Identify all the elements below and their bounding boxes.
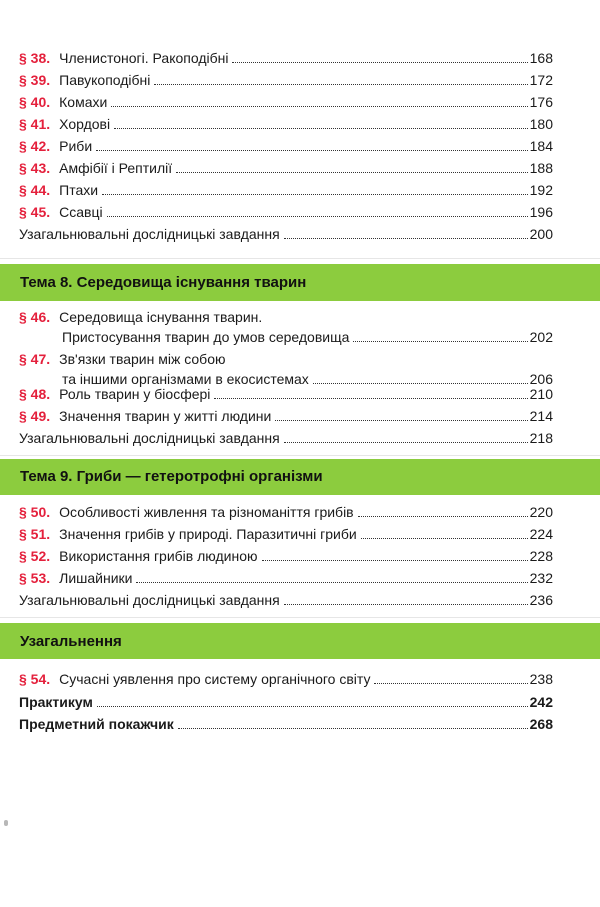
toc-index-entry[interactable]: [19, 714, 553, 734]
dot-leader: [136, 582, 527, 583]
page-number: 196: [529, 204, 553, 220]
dot-leader: [107, 216, 528, 217]
section-number: § 51.: [19, 526, 51, 542]
entry-title: Практикум: [19, 694, 93, 710]
entry-title: Особливості живлення та різноманіття грибів: [59, 504, 354, 520]
toc-entry[interactable]: [19, 70, 553, 90]
toc-summary-entry[interactable]: [19, 224, 553, 244]
page-number: 206: [529, 371, 553, 387]
entry-title: Узагальнювальні дослідницькі завдання: [19, 226, 280, 242]
section-number: § 38.: [19, 50, 51, 66]
dot-leader: [374, 683, 527, 684]
dot-leader: [111, 106, 527, 107]
page-number: 202: [529, 329, 553, 345]
entry-title: Хордові: [59, 116, 111, 132]
section-number: § 44.: [19, 182, 51, 198]
toc-entry[interactable]: [19, 307, 553, 347]
entry-title: Узагальнювальні дослідницькі завдання: [19, 430, 280, 446]
page-number: 220: [529, 504, 553, 520]
toc-entry[interactable]: [19, 406, 553, 426]
entry-title: Сучасні уявлення про систему органічного світу: [59, 671, 371, 687]
topic-title: Тема 9. Гриби — гетеротрофні організми: [20, 468, 323, 485]
entry-title: Риби: [59, 138, 93, 154]
divider: [0, 455, 600, 456]
scan-smudge: [4, 820, 8, 826]
entry-title: Предметний покажчик: [19, 716, 174, 732]
dot-leader: [284, 604, 528, 605]
page-number: 232: [529, 570, 553, 586]
toc-entry[interactable]: [19, 349, 553, 389]
page-number: 180: [529, 116, 553, 132]
divider: [0, 617, 600, 618]
toc-entry[interactable]: [19, 48, 553, 68]
toc-entry[interactable]: [19, 114, 553, 134]
section-number: § 46.: [19, 309, 51, 325]
entry-title: Амфібії і Рептилії: [59, 160, 173, 176]
section-number: § 45.: [19, 204, 51, 220]
section-number: § 43.: [19, 160, 51, 176]
section-number: § 41.: [19, 116, 51, 132]
dot-leader: [284, 442, 528, 443]
entry-title: Значення тварин у житті людини: [59, 408, 272, 424]
dot-leader: [275, 420, 527, 421]
toc-entry[interactable]: [19, 180, 553, 200]
page-number: 210: [529, 386, 553, 402]
dot-leader: [214, 398, 527, 399]
section-number: § 47.: [19, 351, 51, 367]
dot-leader: [358, 516, 528, 517]
toc-entry[interactable]: [19, 92, 553, 112]
entry-title: Зв'язки тварин між собою: [59, 351, 226, 367]
topic-title: Узагальнення: [20, 633, 122, 650]
entry-title: Лишайники: [59, 570, 133, 586]
section-number: § 50.: [19, 504, 51, 520]
toc-summary-entry[interactable]: [19, 428, 553, 448]
topic-title: Тема 8. Середовища існування тварин: [20, 274, 307, 291]
entry-title: Роль тварин у біосфері: [59, 386, 211, 402]
section-number: § 39.: [19, 72, 51, 88]
page-number: 172: [529, 72, 553, 88]
topic-header-band[interactable]: [0, 623, 600, 659]
page-number: 236: [529, 592, 553, 608]
page-number: 218: [529, 430, 553, 446]
section-number: § 54.: [19, 671, 51, 687]
topic-header-band[interactable]: [0, 459, 600, 495]
section-number: § 40.: [19, 94, 51, 110]
dot-leader: [262, 560, 528, 561]
toc-entry[interactable]: [19, 546, 553, 566]
toc-summary-entry[interactable]: [19, 590, 553, 610]
section-number: § 42.: [19, 138, 51, 154]
section-number: § 52.: [19, 548, 51, 564]
page-number: 200: [529, 226, 553, 242]
dot-leader: [114, 128, 528, 129]
divider: [0, 258, 600, 259]
section-number: § 53.: [19, 570, 51, 586]
toc-entry[interactable]: [19, 384, 553, 404]
toc-practicum-entry[interactable]: [19, 692, 553, 712]
page-number: 192: [529, 182, 553, 198]
page-number: 168: [529, 50, 553, 66]
entry-title-cont: та іншими організмами в екосистемах: [62, 371, 309, 387]
topic-header-band[interactable]: [0, 264, 600, 301]
page-number: 242: [529, 694, 553, 710]
page-number: 184: [529, 138, 553, 154]
entry-title: Членистоногі. Ракоподібні: [59, 50, 229, 66]
dot-leader: [361, 538, 528, 539]
entry-title: Використання грибів людиною: [59, 548, 258, 564]
toc-entry[interactable]: [19, 524, 553, 544]
entry-title: Значення грибів у природі. Паразитичні гриби: [59, 526, 357, 542]
dot-leader: [102, 194, 528, 195]
dot-leader: [353, 341, 527, 342]
entry-title: Комахи: [59, 94, 108, 110]
entry-title: Середовища існування тварин.: [59, 309, 263, 325]
page-number: 268: [529, 716, 553, 732]
toc-entry[interactable]: [19, 158, 553, 178]
dot-leader: [284, 238, 528, 239]
dot-leader: [96, 150, 528, 151]
entry-title: Птахи: [59, 182, 99, 198]
entry-title: Павукоподібні: [59, 72, 151, 88]
section-number: § 49.: [19, 408, 51, 424]
entry-title: Узагальнювальні дослідницькі завдання: [19, 592, 280, 608]
toc-entry[interactable]: [19, 136, 553, 156]
page-number: 214: [529, 408, 553, 424]
dot-leader: [232, 62, 527, 63]
entry-title-cont: Пристосування тварин до умов середовища: [62, 329, 350, 345]
entry-title: Ссавці: [59, 204, 103, 220]
page-number: 188: [529, 160, 553, 176]
dot-leader: [178, 728, 528, 729]
page-number: 176: [529, 94, 553, 110]
dot-leader: [97, 706, 528, 707]
toc-entry[interactable]: [19, 202, 553, 222]
page-number: 228: [529, 548, 553, 564]
toc-entry[interactable]: [19, 669, 553, 689]
page-number: 238: [529, 671, 553, 687]
dot-leader: [154, 84, 527, 85]
toc-entry[interactable]: [19, 568, 553, 588]
dot-leader: [176, 172, 528, 173]
section-number: § 48.: [19, 386, 51, 402]
page-number: 224: [529, 526, 553, 542]
toc-entry[interactable]: [19, 502, 553, 522]
